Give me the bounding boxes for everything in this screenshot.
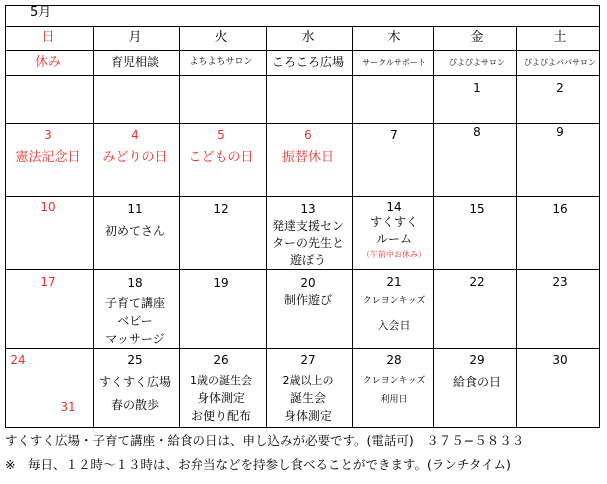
grid-line — [93, 26, 94, 427]
day-number: 28 — [386, 353, 402, 367]
day-number: 30 — [552, 353, 568, 367]
weekday-sat: 土 — [553, 30, 567, 45]
day-number: 21 — [386, 275, 402, 289]
grid-line — [6, 50, 599, 51]
program-thu: サークルサポート — [362, 58, 426, 67]
day-number: 15 — [469, 202, 485, 216]
month-label: 5月 — [30, 5, 52, 20]
day-number: 18 — [127, 276, 143, 290]
day-number: 20 — [300, 276, 316, 290]
event-line: 1歳の誕生会 — [190, 374, 252, 387]
program-mon: 育児相談 — [110, 55, 160, 69]
grid-line — [266, 26, 267, 427]
day-number: 14 — [386, 200, 402, 214]
weekday-wed: 水 — [301, 30, 315, 45]
holiday-label: 憲法記念日 — [15, 150, 81, 165]
day-number: 29 — [469, 353, 485, 367]
program-sun: 休み — [34, 55, 62, 70]
day-number: 10 — [40, 200, 56, 214]
day-number: 11 — [127, 202, 143, 216]
program-tue: よちよちサロン — [189, 57, 253, 67]
day-number: 26 — [213, 353, 229, 367]
grid-line — [433, 26, 434, 427]
holiday-label: こどもの日 — [188, 150, 254, 165]
day-number: 13 — [300, 202, 316, 216]
event-line: すくすく広場 — [98, 375, 172, 389]
event-note: （午前中お休み） — [362, 250, 426, 259]
day-number: 5 — [217, 128, 225, 142]
event-line: 2歳以上の — [282, 374, 334, 387]
day-number: 7 — [390, 128, 398, 142]
event-line: 子育て講座 — [104, 296, 166, 310]
grid-line — [6, 26, 599, 27]
day-number: 8 — [473, 125, 481, 139]
program-sat: ぴよぴよパパサロン — [524, 58, 596, 67]
day-number: 23 — [552, 275, 568, 289]
event-line: 身体測定 — [196, 391, 246, 405]
day-number: 25 — [127, 353, 143, 367]
program-fri: ぴよぴよサロン — [449, 58, 505, 67]
event-line: 春の散歩 — [110, 398, 160, 412]
event-line: ターの先生と — [271, 236, 345, 250]
event-line: 入会日 — [377, 319, 411, 332]
day-number: 17 — [40, 275, 56, 289]
day-number: 19 — [213, 276, 229, 290]
event-line: すくすく — [369, 215, 419, 229]
weekday-sun: 日 — [41, 30, 55, 45]
event-label: 制作遊び — [283, 293, 333, 307]
event-line: 遊ぼう — [289, 253, 327, 267]
event-line: 身体測定 — [283, 409, 333, 423]
event-line: ベビー — [117, 314, 153, 328]
holiday-label: 振替休日 — [281, 150, 335, 165]
event-line: クレヨンキッズ — [362, 296, 426, 306]
event-label: 初めてさん — [104, 224, 166, 238]
grid-line — [6, 123, 599, 124]
holiday-label: みどりの日 — [102, 150, 168, 165]
event-label: 給食の日 — [452, 375, 502, 389]
day-number: 9 — [556, 125, 564, 139]
grid-line — [6, 75, 599, 76]
grid-line — [179, 26, 180, 427]
event-line: 発達支援セン — [271, 219, 345, 233]
program-wed: ころころ広場 — [271, 55, 345, 69]
event-line: 誕生会 — [289, 391, 327, 405]
event-line: ルーム — [375, 232, 413, 246]
grid-line — [516, 26, 517, 427]
event-line: クレヨンキッズ — [362, 376, 426, 386]
grid-line — [352, 26, 353, 427]
day-number: 6 — [304, 128, 312, 142]
day-number: 24 — [10, 353, 26, 367]
grid-line — [6, 348, 599, 349]
weekday-tue: 火 — [214, 30, 228, 45]
day-number: 3 — [44, 128, 52, 142]
weekday-thu: 木 — [387, 30, 401, 45]
event-line: マッサージ — [105, 332, 165, 346]
event-line: 利用日 — [380, 395, 408, 405]
grid-line — [6, 269, 599, 270]
day-number: 12 — [213, 202, 229, 216]
weekday-fri: 金 — [470, 30, 484, 45]
day-number: 1 — [473, 81, 481, 95]
day-number: 31 — [60, 400, 76, 414]
day-number: 27 — [300, 353, 316, 367]
day-number: 16 — [552, 202, 568, 216]
footer-note: すくすく広場・子育て講座・給食の日は、申し込みが必要です。(電話可) ３７５−５８３３ — [5, 433, 525, 448]
day-number: 22 — [469, 275, 485, 289]
footer-note: ※ 毎日、１２時〜１３時は、お弁当などを持参し食べることができます。(ランチタイム) — [5, 457, 511, 472]
weekday-mon: 月 — [128, 30, 142, 45]
grid-line — [6, 196, 599, 197]
day-number: 4 — [131, 128, 139, 142]
event-line: お便り配布 — [190, 409, 252, 423]
day-number: 2 — [556, 81, 564, 95]
